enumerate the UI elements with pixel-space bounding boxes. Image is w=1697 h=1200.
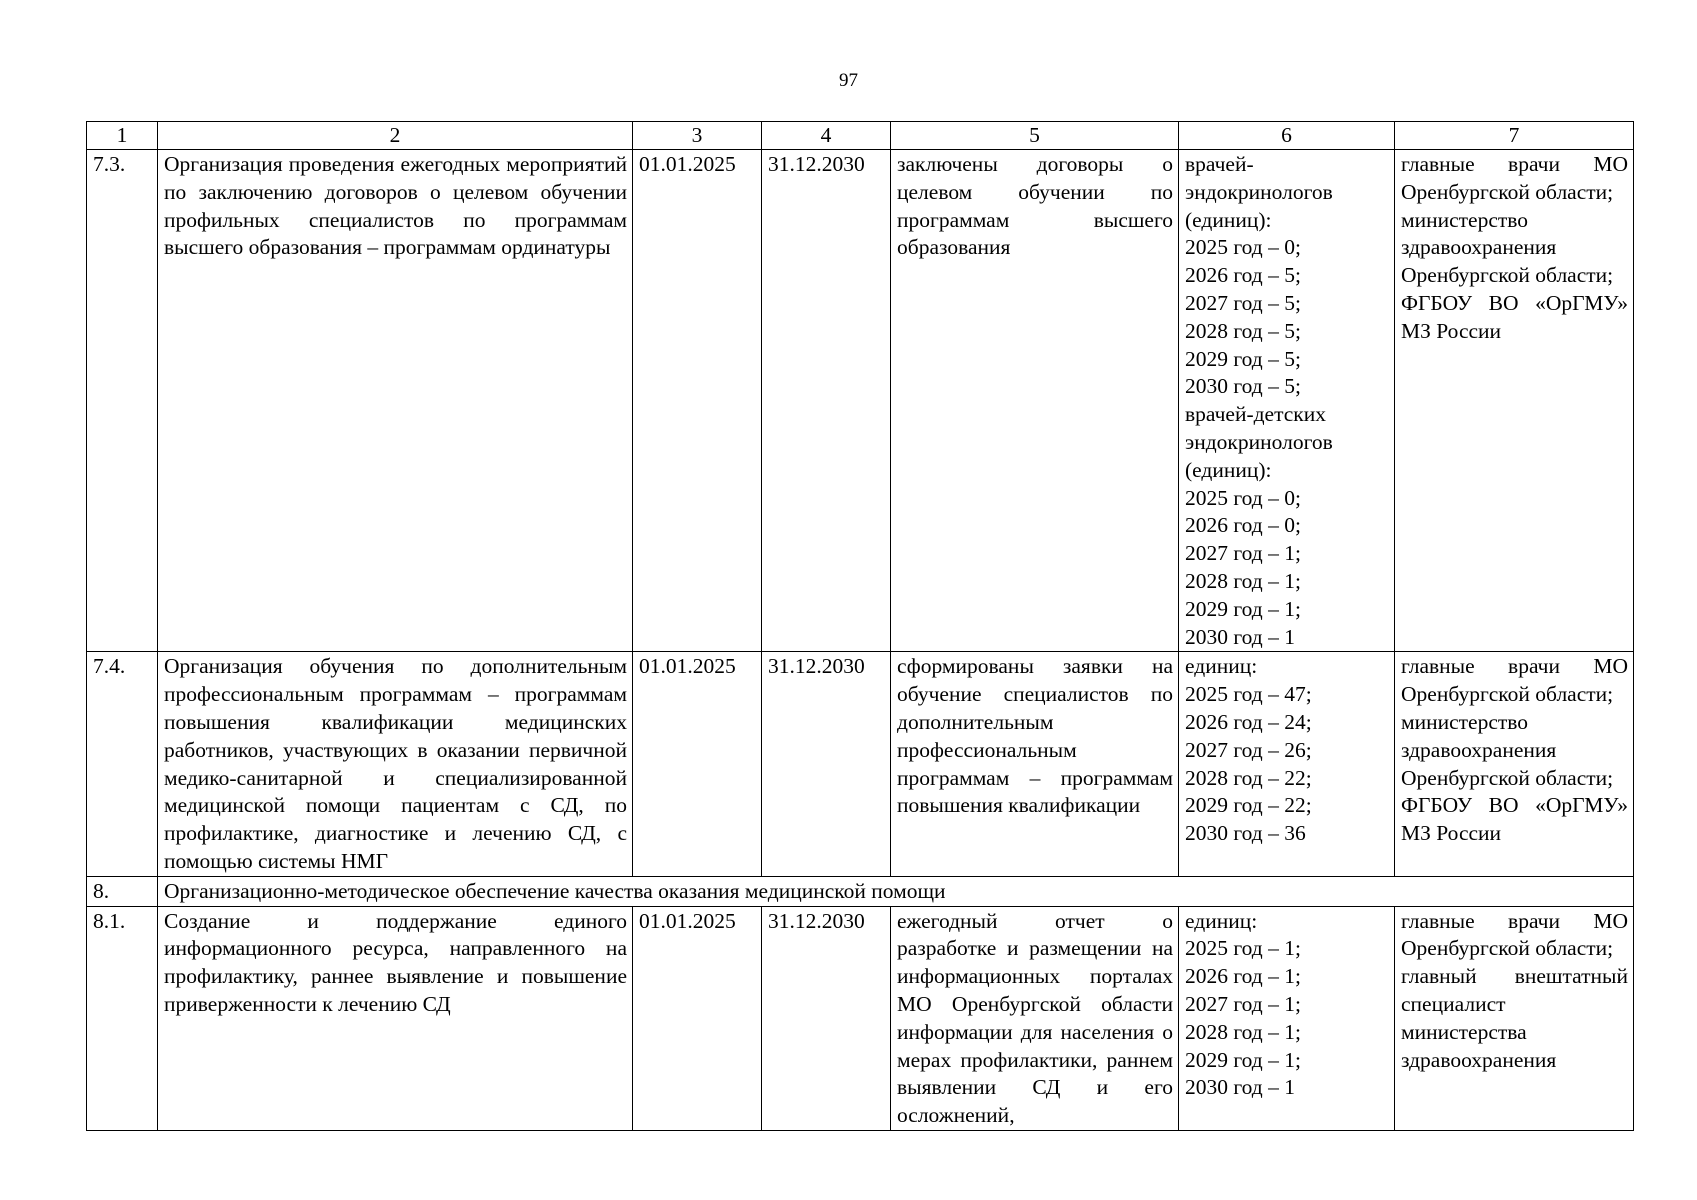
result-cell: заключены договоры о целевом обучении по программам высшего образования [891,150,1179,652]
result-cell: ежегодный отчет о разработке и размещении на информационных порталах МО Оренбургской области информации для населения о мерах профилактики, раннем выявлении СД и его осложнений, [891,906,1179,1130]
indicator-line: 2028 год – 22; [1185,765,1312,790]
indicator-line: 2025 год – 1; [1185,936,1301,961]
responsible-line: главные врачи МО Оренбургской области; [1401,908,1628,961]
column-header: 6 [1179,122,1395,150]
activity-cell: Организация обучения по дополнительным профессиональным программам – программам повышения квалификации медицинских работников, участвующих в оказании первичной медико-санитарной и специализированной медицинской помощи пациентам с СД, по профилактике, диагностике и лечению СД, с помощью системы НМГ [158,652,633,876]
indicator-line: 2029 год – 22; [1185,793,1312,818]
indicators-cell [1179,150,1395,652]
responsible-line: министерство здравоохранения Оренбургской области; [1401,207,1614,288]
indicator-line: единиц: [1185,654,1258,679]
table-row [87,652,1634,876]
indicator-line: 2027 год – 1; [1185,541,1301,566]
indicators-cell [1179,652,1395,876]
indicator-line: врачей-эндокринологов (единиц): [1185,152,1333,232]
indicator-line: 2025 год – 47; [1185,682,1312,707]
responsible-line: главный внештатный специалист министерства здравоохранения [1401,964,1628,1072]
indicator-line: 2030 год – 1 [1185,1075,1295,1100]
indicator-line: 2026 год – 0; [1185,513,1301,538]
column-header: 3 [633,122,762,150]
indicators-cell [1179,906,1395,1130]
column-header: 7 [1395,122,1634,150]
indicator-line: 2028 год – 1; [1185,568,1301,593]
section-row [87,876,1634,906]
end-date-cell: 31.12.2030 [762,652,891,876]
column-number-row [87,122,1634,150]
indicator-line: 2030 год – 5; [1185,374,1301,399]
indicator-line: 2028 год – 5; [1185,318,1301,343]
responsible-line: главные врачи МО Оренбургской области; [1401,152,1628,204]
activities-table [86,121,1634,1131]
indicator-line: 2026 год – 24; [1185,709,1312,734]
responsible-line: ФГБОУ ВО «ОрГМУ» МЗ России [1401,793,1628,846]
responsible-cell [1395,906,1634,1130]
start-date-cell: 01.01.2025 [633,652,762,876]
column-header: 1 [87,122,158,150]
indicator-line: врачей-детских эндокринологов (единиц): [1185,402,1333,482]
responsible-line: ФГБОУ ВО «ОрГМУ» МЗ России [1401,290,1628,343]
indicator-line: 2027 год – 26; [1185,737,1312,762]
indicator-line: 2029 год – 1; [1185,1047,1301,1072]
indicator-line: 2029 год – 1; [1185,596,1301,621]
section-title: Организационно-методическое обеспечение качества оказания медицинской помощи [158,876,1634,906]
responsible-cell [1395,652,1634,876]
indicator-line: 2029 год – 5; [1185,346,1301,371]
row-number: 8. [87,876,158,906]
indicator-line: 2030 год – 1 [1185,624,1295,649]
responsible-cell [1395,150,1634,652]
start-date-cell: 01.01.2025 [633,906,762,1130]
indicator-line: 2028 год – 1; [1185,1019,1301,1044]
activity-cell: Создание и поддержание единого информационного ресурса, направленного на профилактику, раннее выявление и повышение приверженности к лечению СД [158,906,633,1130]
column-header: 4 [762,122,891,150]
row-number: 8.1. [87,906,158,1130]
indicator-line: единиц: [1185,908,1258,933]
indicator-line: 2026 год – 5; [1185,263,1301,288]
indicator-line: 2027 год – 5; [1185,290,1301,315]
responsible-line: министерство здравоохранения Оренбургской области; [1401,709,1614,790]
indicator-line: 2030 год – 36 [1185,821,1306,846]
row-number: 7.3. [87,150,158,652]
activity-cell: Организация проведения ежегодных мероприятий по заключению договоров о целевом обучении профильных специалистов по программам высшего образования – программам ординатуры [158,150,633,652]
indicator-line: 2025 год – 0; [1185,235,1301,260]
column-header: 5 [891,122,1179,150]
page-number: 97 [839,70,858,91]
end-date-cell: 31.12.2030 [762,906,891,1130]
indicator-line: 2026 год – 1; [1185,964,1301,989]
responsible-line: главные врачи МО Оренбургской области; [1401,654,1628,707]
result-cell: сформированы заявки на обучение специалистов по дополнительным профессиональным программам – программам повышения квалификации [891,652,1179,876]
start-date-cell: 01.01.2025 [633,150,762,652]
table-row [87,906,1634,1130]
row-number: 7.4. [87,652,158,876]
end-date-cell: 31.12.2030 [762,150,891,652]
column-header: 2 [158,122,633,150]
indicator-line: 2027 год – 1; [1185,991,1301,1016]
indicator-line: 2025 год – 0; [1185,485,1301,510]
table-row [87,150,1634,652]
